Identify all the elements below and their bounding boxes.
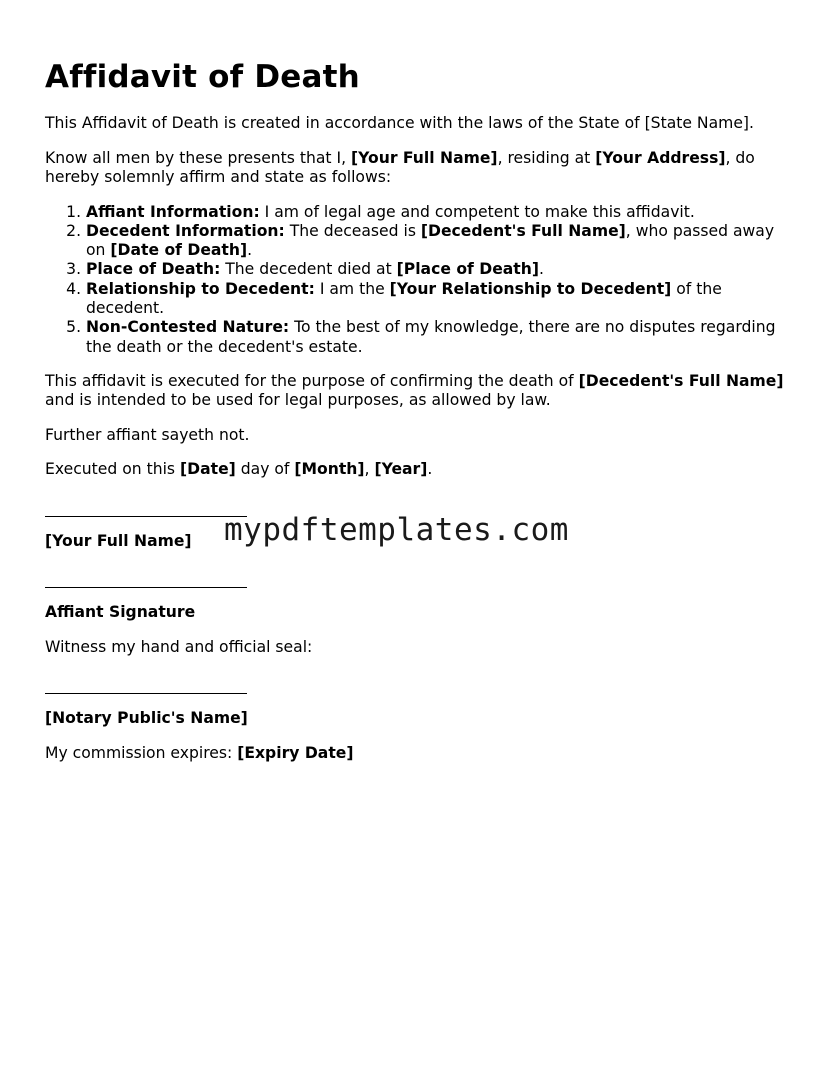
list-item-text: I am of legal age and competent to make this affidavit.: [259, 202, 695, 221]
commission-text: My commission expires:: [45, 743, 238, 762]
decedent-name-placeholder: [Decedent's Full Name]: [578, 371, 784, 390]
list-item-text: of the decedent.: [86, 279, 722, 317]
list-item: [86, 203, 790, 222]
executed-text: day of: [235, 460, 295, 479]
purpose-text: This affidavit is executed for the purpose of confirming the death of: [45, 371, 579, 390]
signature-line: [45, 672, 247, 694]
statement-text: Know all men by these presents that I,: [45, 148, 352, 167]
list-item-text: The decedent died at: [220, 260, 397, 279]
list-item-text: To the best of my knowledge, there are no disputes regarding the death or the decedent's estate.: [86, 318, 776, 356]
list-item: [86, 260, 790, 279]
executed-text: .: [427, 460, 433, 479]
affidavit-document: [45, 54, 790, 778]
relationship-placeholder: [Your Relationship to Decedent]: [389, 279, 672, 298]
signature-line: [45, 495, 247, 517]
list-item-text: .: [247, 241, 253, 260]
list-item-label: Non-Contested Nature:: [86, 318, 290, 337]
date-of-death-placeholder: [Date of Death]: [110, 241, 248, 260]
list-item: [86, 222, 790, 261]
list-item-text: The deceased is: [284, 221, 421, 240]
affirmation-list: [45, 203, 790, 357]
list-item-text: , who passed away on: [86, 221, 775, 260]
list-item: [86, 280, 790, 319]
watermark: mypdftemplates.com: [224, 512, 569, 548]
intro-paragraph: This Affidavit of Death is created in accordance with the laws of the State of [State Name].: [45, 114, 754, 132]
document-title: Affidavit of Death: [45, 59, 360, 95]
list-item-text: I am the: [314, 279, 390, 298]
list-item-label: Affiant Information:: [86, 202, 260, 221]
notary-name-label: [Notary Public's Name]: [45, 709, 248, 728]
affiant-name-placeholder: [Your Full Name]: [351, 148, 498, 167]
affiant-signature-label: Affiant Signature: [45, 603, 196, 622]
statement-text: , do hereby solemnly affirm and state as follows:: [45, 148, 755, 186]
further-paragraph: Further affiant sayeth not.: [45, 425, 250, 444]
purpose-text: and is intended to be used for legal purposes, as allowed by law.: [45, 391, 551, 410]
statement-text: , residing at: [497, 148, 596, 167]
year-placeholder: [Year]: [374, 460, 428, 479]
list-item: [86, 318, 790, 357]
place-of-death-placeholder: [Place of Death]: [396, 260, 539, 279]
commission-paragraph: [45, 744, 790, 764]
expiry-date-placeholder: [Expiry Date]: [237, 743, 354, 762]
decedent-name-placeholder: [Decedent's Full Name]: [420, 221, 626, 240]
list-item-label: Place of Death:: [86, 260, 221, 279]
date-placeholder: [Date]: [180, 460, 236, 479]
executed-paragraph: [45, 460, 790, 480]
list-item-text: .: [538, 260, 544, 279]
month-placeholder: [Month]: [294, 460, 365, 479]
statement-paragraph: [45, 149, 790, 188]
signature-line: [45, 566, 247, 588]
executed-text: Executed on this: [45, 460, 181, 479]
list-item-label: Relationship to Decedent:: [86, 279, 315, 298]
executed-text: ,: [364, 460, 375, 479]
signature-name-label: [Your Full Name]: [45, 531, 192, 550]
purpose-paragraph: [45, 372, 790, 411]
affiant-address-placeholder: [Your Address]: [595, 148, 726, 167]
witness-paragraph: Witness my hand and official seal:: [45, 637, 313, 656]
list-item-label: Decedent Information:: [86, 221, 285, 240]
